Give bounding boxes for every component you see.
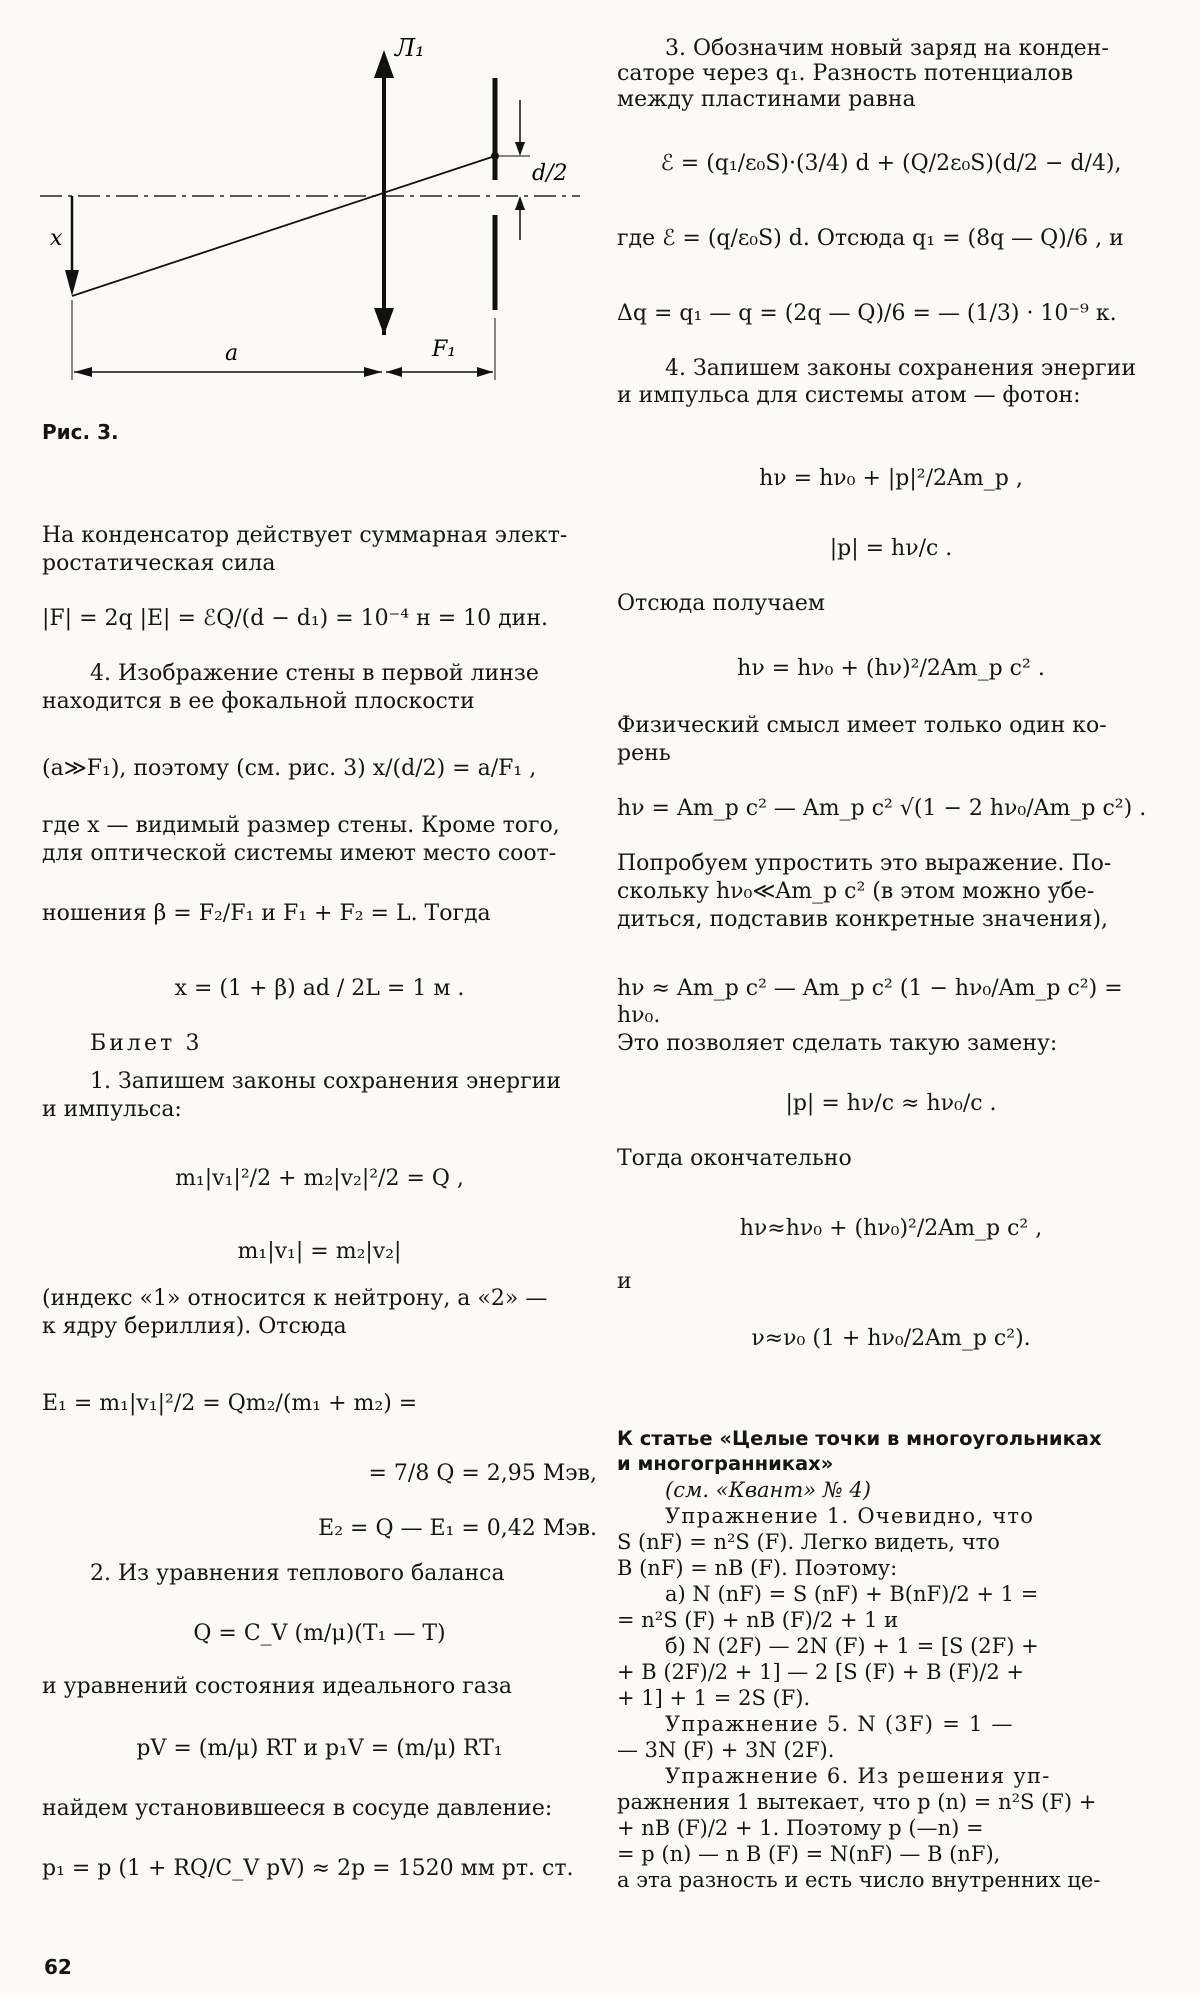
text-line: 3. Обозначим новый заряд на конден-: [665, 36, 1109, 61]
x-label: x: [50, 226, 63, 251]
text-line: Попробуем упростить это выражение. По-: [617, 851, 1112, 876]
text-line: и импульса для системы атом — фотон:: [617, 383, 1081, 408]
text-line: и: [617, 1269, 632, 1294]
text-line: к ядру бериллия). Отсюда: [42, 1314, 347, 1339]
formula: Q = C_V (m/μ)(T₁ — T): [193, 1621, 446, 1646]
formula: hν = Am_p c² — Am_p c² √(1 − 2 hν₀/Am_p c²) .: [617, 796, 1147, 821]
text-line: S (nF) = n²S (F). Легко видеть, что: [617, 1530, 1000, 1554]
article-heading: и многогранниках»: [617, 1452, 834, 1475]
formula: hν≈hν₀ + (hν₀)²/2Am_p c² ,: [739, 1216, 1043, 1241]
text-line: Упражнение 5. N (3F) = 1 —: [665, 1712, 1014, 1736]
formula: p₁ = p (1 + RQ/C_V pV) ≈ 2p = 1520 мм рт. ст.: [42, 1856, 574, 1881]
a-label: a: [225, 341, 239, 366]
formula: ℰ = (q₁/ε₀S)·(3/4) d + (Q/2ε₀S)(d/2 − d/4),: [660, 151, 1122, 176]
formula: ν≈ν₀ (1 + hν₀/2Am_p c²).: [751, 1326, 1031, 1351]
text-line: рень: [617, 741, 671, 766]
text-line: где x — видимый размер стены. Кроме того,: [42, 813, 560, 838]
formula-line: (a≫F₁), поэтому (см. рис. 3) x/(d/2) = a/F₁ ,: [42, 756, 537, 781]
text-line: (индекс «1» относится к нейтрону, а «2» —: [42, 1286, 548, 1311]
text-line: Упражнение 1. Очевидно, что: [665, 1504, 1035, 1528]
lens-diagram: [0, 0, 600, 400]
text-line: На конденсатор действует суммарная элект-: [42, 523, 568, 548]
formula: Δq = q₁ — q = (2q — Q)/6 = — (1/3) · 10⁻⁹ к.: [617, 301, 1117, 326]
formula: m₁|v₁|²/2 + m₂|v₂|²/2 = Q ,: [175, 1166, 464, 1191]
text-line: и импульса:: [42, 1097, 182, 1122]
text-line: ражнения 1 вытекает, что p (n) = n²S (F) +: [617, 1790, 1097, 1814]
text-line: = n²S (F) + nB (F)/2 + 1 и: [617, 1608, 899, 1632]
text-line: для оптической системы имеют место соот-: [42, 841, 557, 866]
formula: hν = hν₀ + |p|²/2Am_p ,: [759, 466, 1023, 491]
article-heading: К статье «Целые точки в многоугольниках: [617, 1427, 1102, 1450]
text-line: ростатическая сила: [42, 551, 276, 576]
figure-3: [0, 0, 600, 404]
formula: E₂ = Q — E₁ = 0,42 Мэв.: [318, 1516, 597, 1541]
text-line: Упражнение 6. Из решения уп-: [665, 1764, 1051, 1788]
text-line: + B (2F)/2 + 1] — 2 [S (F) + B (F)/2 +: [617, 1660, 1024, 1684]
text-line: Отсюда получаем: [617, 591, 825, 616]
text-line: B (nF) = nB (F). Поэтому:: [617, 1556, 898, 1580]
reference-line: (см. «Квант» № 4): [665, 1478, 871, 1502]
text-line: + nB (F)/2 + 1. Поэтому p (—n) =: [617, 1816, 984, 1840]
text-line: + 1] + 1 = 2S (F).: [617, 1686, 811, 1710]
formula: hν = hν₀ + (hν)²/2Am_p c² .: [737, 656, 1045, 681]
formula-line: где ℰ = (q/ε₀S) d. Отсюда q₁ = (8q — Q)/6 , и: [617, 226, 1124, 251]
formula: E₁ = m₁|v₁|²/2 = Qm₂/(m₁ + m₂) =: [42, 1391, 418, 1416]
ticket-heading: Билет 3: [90, 1031, 203, 1056]
formula: pV = (m/μ) RT и p₁V = (m/μ) RT₁: [136, 1736, 503, 1761]
formula: hν ≈ Am_p c² — Am_p c² (1 − hν₀/Am_p c²) = hν₀.: [617, 976, 1123, 1028]
text-line: диться, подставив конкретные значения),: [617, 907, 1109, 932]
text-line: 2. Из уравнения теплового баланса: [90, 1561, 505, 1586]
formula-line: ношения β = F₂/F₁ и F₁ + F₂ = L. Тогда: [42, 901, 491, 926]
text-line: скольку hν₀≪Am_p c² (в этом можно убе-: [617, 879, 1095, 904]
text-line: — 3N (F) + 3N (2F).: [617, 1738, 835, 1762]
formula: |p| = hν/c ≈ hν₀/c .: [785, 1091, 997, 1116]
text-line: б) N (2F) — 2N (F) + 1 = [S (2F) +: [665, 1634, 1039, 1658]
text-line: находится в ее фокальной плоскости: [42, 689, 475, 714]
page-number: 62: [44, 1955, 72, 1979]
text-line: 4. Изображение стены в первой линзе: [90, 661, 539, 686]
text-line: найдем установившееся в сосуде давление:: [42, 1796, 553, 1821]
lens-label: Л₁: [395, 34, 425, 62]
text-line: Физический смысл имеет только один ко-: [617, 713, 1107, 738]
formula: x = (1 + β) ad / 2L = 1 м .: [174, 976, 465, 1001]
formula: |p| = hν/c .: [829, 536, 953, 561]
formula: = 7/8 Q = 2,95 Мэв,: [368, 1461, 597, 1486]
text-line: саторе через q₁. Разность потенциалов: [617, 61, 1074, 86]
text-line: и уравнений состояния идеального газа: [42, 1674, 512, 1699]
text-line: а) N (nF) = S (nF) + B(nF)/2 + 1 =: [665, 1582, 1039, 1606]
text-line: = p (n) — n B (F) = N(nF) — B (nF),: [617, 1842, 1001, 1866]
f1-label: F₁: [432, 337, 457, 362]
text-line: 1. Запишем законы сохранения энергии: [90, 1069, 561, 1094]
text-line: а эта разность и есть число внутренних це-: [617, 1868, 1101, 1892]
figure-caption: Рис. 3.: [42, 420, 119, 444]
text-line: Тогда окончательно: [617, 1146, 852, 1171]
formula: m₁|v₁| = m₂|v₂|: [237, 1239, 402, 1264]
text-line: 4. Запишем законы сохранения энергии: [665, 356, 1136, 381]
text-line: Это позволяет сделать такую замену:: [617, 1031, 1058, 1056]
d-half-label: d/2: [532, 161, 568, 186]
text-line: между пластинами равна: [617, 87, 916, 112]
formula: |F| = 2q |E| = ℰQ/(d − d₁) = 10⁻⁴ н = 10 дин.: [42, 606, 548, 631]
